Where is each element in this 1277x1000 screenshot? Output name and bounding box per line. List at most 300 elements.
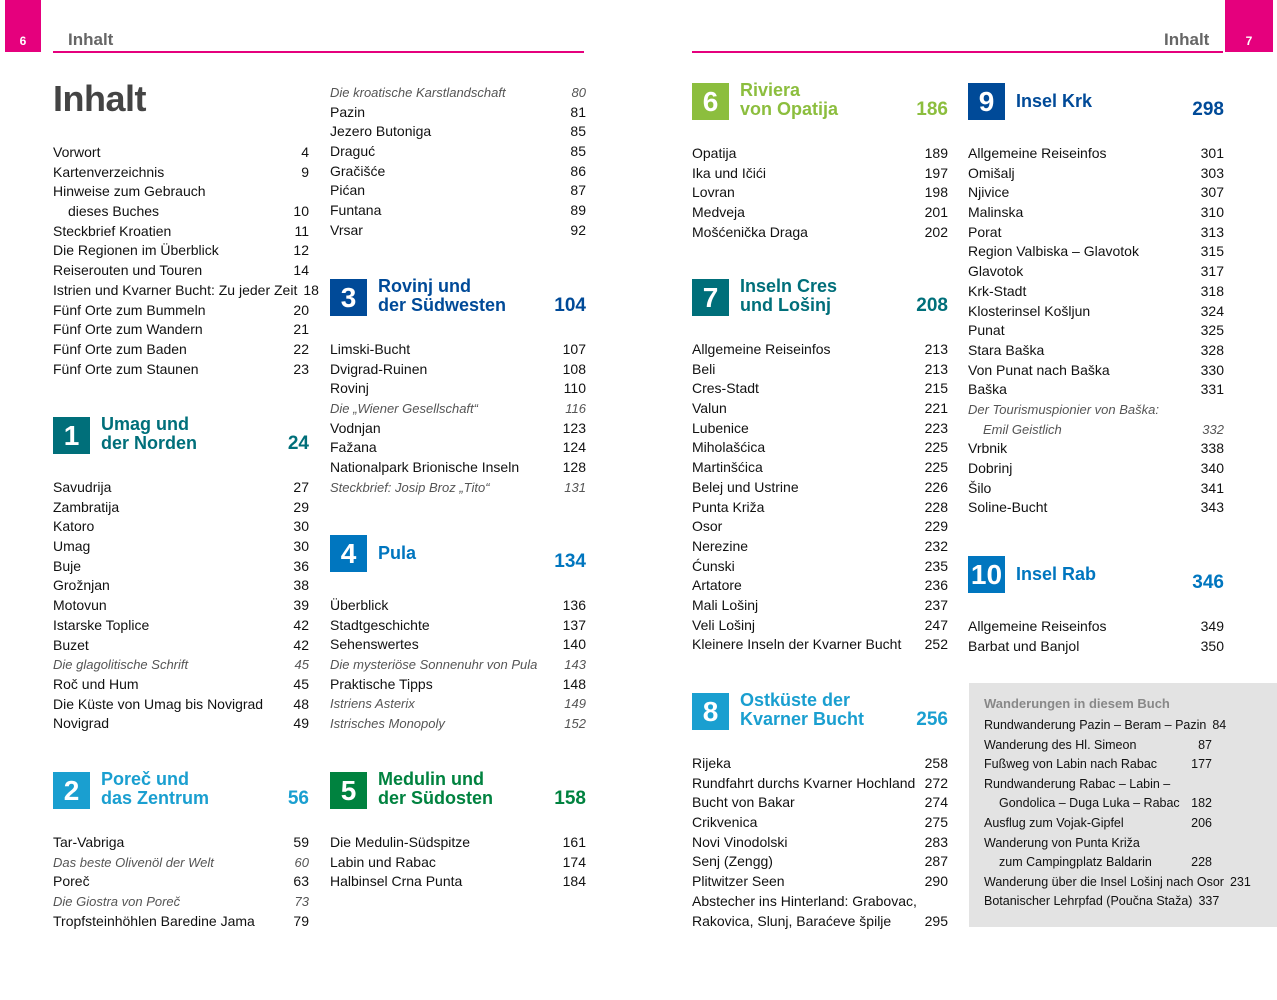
section-6-list — [692, 144, 948, 242]
toc-entry-page: 341 — [1200, 479, 1224, 496]
section-3-heading[interactable] — [330, 276, 586, 319]
toc-entry[interactable] — [53, 241, 309, 261]
toc-entry[interactable] — [53, 163, 309, 183]
toc-entry-page: 275 — [924, 814, 948, 831]
toc-entry[interactable] — [53, 912, 309, 932]
section-name — [378, 277, 506, 315]
toc-entry[interactable] — [984, 834, 1212, 854]
toc-entry-title: Fünf Orte zum Baden — [53, 340, 187, 357]
hikes-title: Wanderungen in diesem Buch — [984, 696, 1170, 711]
toc-entry-title: Martinšćica — [692, 459, 763, 476]
section-name-line-1: Umag und — [101, 414, 189, 434]
section-name-line-1: Pula — [378, 543, 417, 563]
toc-entry-page: 81 — [570, 103, 586, 120]
toc-entry-title: Pićan — [330, 182, 366, 199]
toc-entry-page: 18 — [303, 281, 319, 298]
section-name-line-2: und Lošinj — [740, 295, 831, 315]
toc-entry-page: 226 — [924, 478, 948, 495]
toc-entry[interactable] — [330, 853, 586, 873]
toc-entry[interactable] — [692, 892, 948, 912]
toc-entry-page: 124 — [562, 439, 586, 456]
toc-entry-page: 343 — [1200, 499, 1224, 516]
toc-entry-title: Halbinsel Crna Punta — [330, 873, 463, 890]
toc-entry[interactable] — [330, 438, 586, 458]
toc-entry-title: Dobrinj — [968, 460, 1013, 476]
toc-entry-page: 317 — [1200, 263, 1224, 280]
toc-entry-title: Fußweg von Labin nach Rabac — [984, 757, 1158, 772]
toc-entry[interactable] — [53, 714, 309, 734]
section-1-heading[interactable] — [53, 414, 309, 457]
toc-entry-title: Draguć — [330, 143, 376, 160]
toc-entry[interactable] — [692, 635, 948, 655]
toc-entry[interactable] — [692, 754, 948, 774]
section-start-page: 298 — [1192, 99, 1224, 120]
toc-entry-title: Fünf Orte zum Wandern — [53, 321, 203, 338]
toc-entry[interactable] — [968, 459, 1224, 479]
toc-section-4 — [330, 535, 586, 734]
toc-entry-page: 177 — [1191, 757, 1212, 772]
toc-entry-title: Fünf Orte zum Staunen — [53, 360, 199, 377]
section-1-list — [53, 478, 309, 734]
toc-entry-page: 152 — [564, 716, 586, 732]
toc-entry[interactable] — [968, 223, 1224, 243]
toc-entry[interactable] — [692, 557, 948, 577]
toc-entry-title: Novigrad — [53, 715, 110, 732]
toc-entry-page: 318 — [1200, 282, 1224, 299]
toc-entry-title: Mošćenička Draga — [692, 223, 808, 240]
toc-entry-page: 85 — [570, 123, 586, 140]
toc-entry-title: Nerezine — [692, 537, 749, 554]
toc-entry[interactable] — [330, 142, 586, 162]
toc-section-5 — [330, 769, 586, 892]
toc-entry[interactable] — [968, 617, 1224, 637]
toc-entry-title: Istarske Toplice — [53, 616, 150, 633]
toc-entry-page: 148 — [562, 675, 586, 692]
toc-entry[interactable] — [984, 814, 1212, 834]
toc-entry-title: Barbat und Banjol — [968, 637, 1080, 654]
toc-entry-title: Gračišće — [330, 162, 386, 179]
page-title: Inhalt — [53, 78, 146, 119]
toc-entry[interactable] — [53, 576, 309, 596]
toc-entry[interactable] — [330, 103, 586, 123]
toc-entry[interactable] — [330, 694, 586, 714]
toc-entry-page: 237 — [924, 596, 948, 613]
toc-entry-title: Jezero Butoniga — [330, 123, 432, 140]
toc-entry-page: 42 — [293, 616, 309, 633]
toc-entry-page: 116 — [565, 401, 586, 417]
toc-entry-title: Labin und Rabac — [330, 853, 436, 870]
toc-entry-page: 228 — [924, 498, 948, 515]
toc-entry-page: 4 — [301, 144, 309, 160]
toc-entry[interactable] — [968, 439, 1224, 459]
toc-entry-title: Porat — [968, 223, 1002, 240]
toc-entry[interactable] — [330, 616, 586, 636]
toc-entry[interactable] — [692, 144, 948, 164]
toc-entry[interactable] — [692, 596, 948, 616]
toc-entry-page: 30 — [293, 518, 309, 535]
toc-entry-title: Pazin — [330, 103, 366, 120]
toc-entry-page: 42 — [293, 636, 309, 653]
toc-entry[interactable] — [330, 833, 586, 853]
toc-entry[interactable] — [692, 340, 948, 360]
front-matter-list — [53, 143, 319, 379]
toc-entry-page: 59 — [293, 834, 309, 850]
toc-entry-page: 9 — [301, 163, 309, 180]
toc-entry[interactable] — [330, 379, 586, 399]
section-7-heading[interactable] — [692, 276, 948, 319]
section-start-page: 186 — [916, 99, 948, 120]
toc-entry[interactable] — [330, 478, 586, 498]
toc-entry[interactable] — [968, 203, 1224, 223]
toc-entry-title: Punat — [968, 322, 1005, 339]
section-number-badge: 4 — [330, 535, 367, 572]
section-2-list — [53, 833, 309, 931]
toc-entry[interactable] — [968, 479, 1224, 499]
toc-entry-title: Osor — [692, 518, 723, 535]
toc-entry[interactable] — [692, 813, 948, 833]
section-name-line-1: Insel Rab — [1016, 564, 1097, 584]
toc-entry[interactable] — [53, 281, 319, 301]
toc-entry-title: Nationalpark Brionische Inseln — [330, 459, 520, 476]
toc-entry-title: Reiserouten und Touren — [53, 262, 203, 279]
toc-entry[interactable] — [692, 576, 948, 596]
toc-entry[interactable] — [330, 221, 586, 241]
toc-entry-title: Buje — [53, 557, 82, 574]
toc-entry-title: Allgemeine Reiseinfos — [968, 145, 1107, 161]
toc-entry-page: 107 — [562, 341, 586, 357]
toc-entry[interactable] — [53, 320, 309, 340]
toc-entry-page: 310 — [1200, 204, 1224, 221]
toc-entry-page: 206 — [1191, 815, 1212, 830]
section-name — [1016, 565, 1096, 584]
toc-entry[interactable] — [984, 892, 1220, 912]
toc-entry[interactable] — [53, 202, 309, 222]
section-name — [378, 770, 493, 808]
toc-entry[interactable] — [968, 242, 1224, 262]
toc-entry-page: 337 — [1198, 894, 1220, 909]
section-number-badge: 7 — [692, 279, 729, 316]
toc-entry-title: Dvigrad-Ruinen — [330, 360, 428, 377]
toc-entry[interactable] — [968, 341, 1224, 361]
toc-entry[interactable] — [692, 872, 948, 892]
section-4-heading[interactable] — [330, 535, 586, 575]
section-name — [740, 277, 837, 315]
toc-entry-page: 38 — [293, 577, 309, 594]
section-name — [740, 81, 838, 119]
toc-entry[interactable] — [984, 775, 1212, 795]
toc-entry[interactable] — [53, 636, 309, 656]
toc-entry-title: Funtana — [330, 202, 382, 219]
section-name-line-2: das Zentrum — [101, 788, 210, 808]
toc-entry-page: 198 — [924, 184, 948, 201]
toc-entry[interactable] — [53, 675, 309, 695]
toc-entry[interactable] — [53, 301, 309, 321]
toc-entry-page: 79 — [293, 912, 309, 929]
toc-entry-title: Die Giostra von Poreč — [53, 894, 181, 910]
toc-section-10 — [968, 556, 1224, 656]
toc-entry[interactable] — [53, 360, 309, 380]
toc-entry-title: Punta Križa — [692, 498, 765, 515]
toc-entry-title: Fažana — [330, 439, 377, 456]
toc-entry[interactable] — [692, 203, 948, 223]
toc-entry-title: Wanderung über die Insel Lošinj nach Osor — [984, 874, 1224, 889]
toc-entry[interactable] — [53, 833, 309, 853]
toc-entry[interactable] — [984, 716, 1227, 736]
toc-entry-page: 189 — [924, 145, 948, 161]
toc-entry-title: Gondolica – Duga Luka – Rabac — [999, 796, 1180, 811]
toc-entry[interactable] — [53, 872, 309, 892]
toc-entry[interactable] — [984, 794, 1212, 814]
toc-entry[interactable] — [692, 379, 948, 399]
toc-entry-page: 110 — [563, 380, 586, 397]
toc-entry-page: 202 — [924, 223, 948, 240]
section-name-line-2: Kvarner Bucht — [740, 709, 865, 729]
toc-entry[interactable] — [692, 419, 948, 439]
toc-entry[interactable] — [692, 517, 948, 537]
section-number-badge: 10 — [968, 556, 1005, 593]
section-8-heading[interactable] — [692, 690, 948, 733]
toc-entry[interactable] — [53, 596, 309, 616]
toc-entry-page: 290 — [924, 873, 948, 890]
toc-entry[interactable] — [692, 478, 948, 498]
toc-entry-title: Belej und Ustrine — [692, 478, 799, 495]
toc-entry[interactable] — [692, 833, 948, 853]
toc-entry-page: 21 — [293, 321, 309, 338]
toc-entry[interactable] — [53, 340, 309, 360]
section-number-badge: 1 — [53, 417, 90, 454]
section-6-heading[interactable] — [692, 80, 948, 123]
toc-entry-title: Roč und Hum — [53, 675, 139, 692]
toc-entry[interactable] — [692, 852, 948, 872]
section-number-badge: 5 — [330, 772, 367, 809]
toc-entry-title: Fünf Orte zum Bummeln — [53, 301, 206, 318]
toc-entry-page: 87 — [570, 182, 586, 199]
toc-entry-page: 10 — [293, 203, 309, 220]
section-5-heading[interactable] — [330, 769, 586, 812]
toc-entry[interactable] — [53, 143, 309, 163]
toc-entry-title: Steckbrief: Josip Broz „Tito“ — [330, 479, 490, 495]
toc-entry-title: Malinska — [968, 204, 1024, 221]
section-name-line-1: Ostküste der — [740, 690, 851, 710]
toc-entry-page: 215 — [924, 380, 948, 397]
toc-entry-title: Soline-Bucht — [968, 499, 1048, 516]
toc-entry-page: 338 — [1200, 440, 1224, 457]
toc-entry-title: Botanischer Lehrpfad (Poučna Staža) — [984, 894, 1193, 909]
section-name — [740, 691, 864, 729]
toc-entry-title: Wanderung von Punta Križa — [984, 835, 1140, 850]
toc-entry[interactable] — [692, 223, 948, 243]
toc-entry-page: 11 — [294, 222, 309, 239]
toc-entry-title: Abstecher ins Hinterland: Grabovac, — [692, 892, 917, 909]
toc-entry[interactable] — [330, 635, 586, 655]
section-name-line-1: Insel Krk — [1016, 91, 1093, 111]
toc-entry-page: 235 — [924, 557, 948, 574]
toc-entry[interactable] — [968, 262, 1224, 282]
toc-entry[interactable] — [692, 537, 948, 557]
toc-entry[interactable] — [984, 736, 1212, 756]
toc-entry-title: Mali Lošinj — [692, 596, 759, 613]
toc-entry[interactable] — [692, 183, 948, 203]
toc-entry[interactable] — [968, 164, 1224, 184]
toc-entry[interactable] — [968, 637, 1224, 657]
toc-entry-title: Plitwitzer Seen — [692, 873, 785, 890]
toc-entry-title: Wanderung des Hl. Simeon — [984, 737, 1137, 752]
toc-entry-title: zum Campingplatz Baldarin — [999, 855, 1152, 870]
toc-entry[interactable] — [330, 181, 586, 201]
section-name-line-1: Medulin und — [378, 769, 484, 789]
toc-entry-page: 84 — [1212, 718, 1227, 732]
toc-entry[interactable] — [330, 340, 586, 360]
toc-entry-page: 80 — [571, 85, 586, 100]
toc-entry[interactable] — [968, 183, 1224, 203]
toc-entry[interactable] — [968, 321, 1224, 341]
toc-entry-page: 274 — [924, 794, 948, 811]
toc-entry[interactable] — [53, 616, 309, 636]
section-name-line-1: Poreč und — [101, 769, 190, 789]
toc-entry[interactable] — [692, 774, 948, 794]
toc-entry[interactable] — [330, 458, 586, 478]
toc-entry[interactable] — [330, 872, 586, 892]
toc-entry[interactable] — [984, 853, 1212, 873]
toc-entry-page: 324 — [1200, 302, 1224, 319]
toc-entry-page: 14 — [293, 262, 309, 279]
toc-entry-title: Vodnjan — [330, 419, 381, 436]
toc-entry[interactable] — [53, 478, 309, 498]
toc-entry[interactable] — [330, 399, 586, 419]
toc-entry-title: Krk-Stadt — [968, 282, 1027, 299]
toc-entry-page: 85 — [570, 143, 586, 160]
section-name-line-2: der Norden — [101, 433, 198, 453]
section-2-heading[interactable] — [53, 769, 309, 812]
toc-entry-page: 184 — [562, 873, 586, 890]
toc-entry-title: Von Punat nach Baška — [968, 361, 1110, 378]
toc-entry[interactable] — [692, 498, 948, 518]
toc-entry[interactable] — [692, 438, 948, 458]
toc-entry[interactable] — [692, 616, 948, 636]
toc-entry-title: Kleinere Inseln der Kvarner Bucht — [692, 636, 902, 653]
toc-entry-title: Tar-Vabriga — [53, 834, 125, 850]
toc-entry-title: Miholašćica — [692, 439, 766, 456]
toc-entry[interactable] — [330, 675, 586, 695]
section-10-heading[interactable] — [968, 556, 1224, 596]
toc-entry-title: Istrisches Monopoly — [330, 716, 445, 732]
toc-entry[interactable] — [53, 655, 309, 675]
toc-entry[interactable] — [984, 873, 1251, 893]
toc-entry[interactable] — [692, 912, 948, 932]
toc-entry[interactable] — [330, 122, 586, 142]
toc-entry-page: 283 — [924, 833, 948, 850]
toc-entry-page: 23 — [293, 360, 309, 377]
toc-entry[interactable] — [53, 557, 309, 577]
toc-entry-title: Klosterinsel Košljun — [968, 302, 1091, 319]
section-2-continued-list — [330, 83, 586, 241]
toc-entry[interactable] — [330, 655, 586, 675]
toc-entry[interactable] — [968, 282, 1224, 302]
toc-entry[interactable] — [53, 517, 309, 537]
toc-section-7 — [692, 276, 948, 655]
section-number-badge: 2 — [53, 772, 90, 809]
toc-entry[interactable] — [968, 420, 1224, 440]
toc-entry[interactable] — [984, 755, 1212, 775]
toc-entry[interactable] — [968, 400, 1224, 420]
toc-entry[interactable] — [968, 144, 1224, 164]
toc-entry-title: Allgemeine Reiseinfos — [968, 618, 1107, 634]
toc-entry-page: 12 — [293, 242, 309, 259]
toc-entry[interactable] — [692, 793, 948, 813]
toc-section-9 — [968, 83, 1224, 518]
toc-entry[interactable] — [330, 596, 586, 616]
toc-entry-title: Allgemeine Reiseinfos — [692, 341, 831, 357]
toc-entry-page: 89 — [570, 202, 586, 219]
toc-entry[interactable] — [53, 182, 309, 202]
toc-entry-page: 328 — [1200, 341, 1224, 358]
toc-entry[interactable] — [330, 83, 586, 103]
section-start-page: 158 — [554, 788, 586, 809]
toc-entry[interactable] — [53, 261, 309, 281]
toc-entry[interactable] — [692, 360, 948, 380]
left-header-rule — [53, 51, 584, 53]
toc-entry-page: 60 — [294, 854, 309, 870]
toc-entry-title: Ika und Ičići — [692, 164, 766, 181]
toc-entry-title: Cres-Stadt — [692, 380, 759, 397]
toc-entry-page: 29 — [293, 498, 309, 515]
section-name — [101, 415, 197, 453]
toc-entry[interactable] — [53, 695, 309, 715]
toc-entry[interactable] — [968, 380, 1224, 400]
toc-entry[interactable] — [968, 361, 1224, 381]
toc-entry[interactable] — [692, 399, 948, 419]
toc-entry[interactable] — [53, 892, 309, 912]
section-9-heading[interactable] — [968, 83, 1224, 123]
toc-entry-title: Rovinj — [330, 380, 369, 397]
toc-entry-page: 174 — [562, 853, 586, 870]
toc-entry-title: dieses Buches — [68, 203, 160, 220]
toc-entry-title: Stadtgeschichte — [330, 616, 430, 633]
section-10-list — [968, 617, 1224, 656]
toc-entry-title: Istriens Asterix — [330, 696, 415, 712]
toc-entry[interactable] — [692, 164, 948, 184]
toc-entry[interactable] — [53, 222, 309, 242]
section-start-page: 134 — [554, 551, 586, 572]
toc-entry-title: Kartenverzeichnis — [53, 163, 165, 180]
toc-entry[interactable] — [968, 498, 1224, 518]
toc-entry-page: 332 — [1202, 421, 1224, 437]
toc-entry[interactable] — [330, 714, 586, 734]
toc-entry-page: 213 — [924, 341, 948, 357]
toc-entry[interactable] — [53, 498, 309, 518]
toc-entry-title: Ausflug zum Vojak-Gipfel — [984, 815, 1124, 830]
toc-section-2 — [53, 769, 309, 931]
toc-entry[interactable] — [53, 853, 309, 873]
toc-entry[interactable] — [330, 201, 586, 221]
section-4-list — [330, 596, 586, 734]
toc-entry-page: 86 — [570, 162, 586, 179]
toc-entry-title: Rundwanderung Pazin – Beram – Pazin — [984, 718, 1207, 732]
toc-entry[interactable] — [330, 419, 586, 439]
toc-entry-title: Hinweise zum Gebrauch — [53, 183, 206, 200]
toc-entry[interactable] — [53, 537, 309, 557]
toc-entry-title: Glavotok — [968, 263, 1024, 280]
toc-entry-page: 225 — [924, 439, 948, 456]
toc-section-8 — [692, 690, 948, 931]
toc-section-1 — [53, 414, 309, 734]
toc-entry[interactable] — [968, 302, 1224, 322]
toc-entry[interactable] — [330, 360, 586, 380]
toc-entry-page: 48 — [293, 695, 309, 712]
toc-entry-page: 315 — [1200, 243, 1224, 260]
toc-entry[interactable] — [330, 162, 586, 182]
toc-entry[interactable] — [692, 458, 948, 478]
